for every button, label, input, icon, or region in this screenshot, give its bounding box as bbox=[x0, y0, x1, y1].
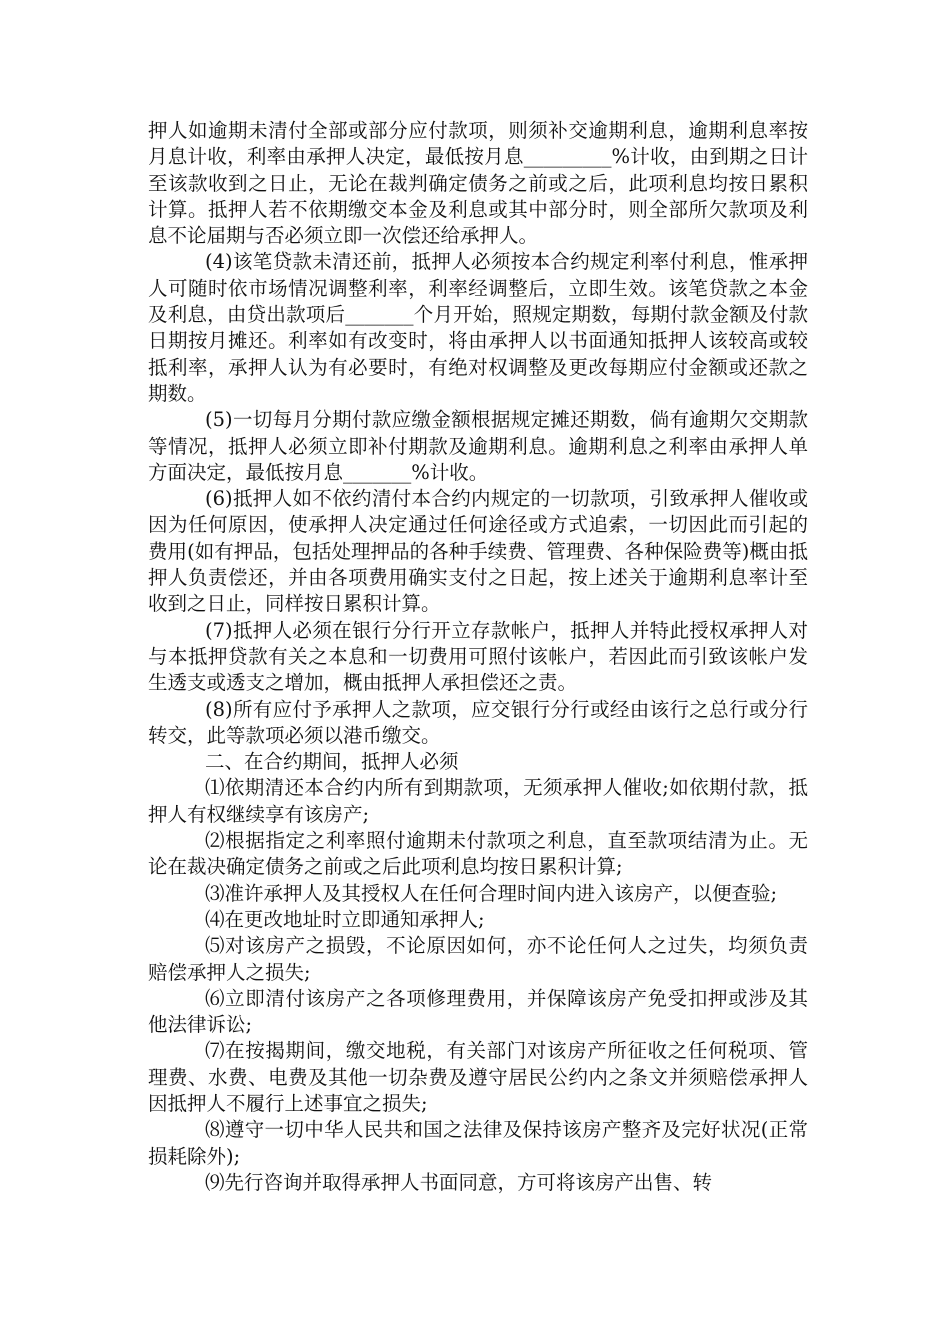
paragraph-overdue-interest: 押人如逾期未清付全部或部分应付款项，则须补交逾期利息，逾期利息率按月息计收，利率由承押人决定，最低按月息_________%计收，由到期之日计至该款收到之日止，无论在裁判确定债务之前或之后，此项利息均按日累积计算。抵押人若不依期缴交本金及利息或其中部分时，则全部所欠款项及利息不论届期与否必须立即一次偿还给承押人。 bbox=[148, 119, 808, 248]
paragraph-duty-3: ⑶准许承押人及其授权人在任何合理时间内进入该房产，以便查验; bbox=[205, 881, 778, 905]
document-page bbox=[148, 118, 808, 1196]
paragraph-duty-5: ⑸对该房产之损毁，不论原因如何，亦不论任何人之过失，均须负责赔偿承押人之损失; bbox=[148, 934, 808, 984]
paragraph-item-6: (6)抵押人如不依约清付本合约内规定的一切款项，引致承押人催收或因为任何原因，使承押人决定通过任何途径或方式追索，一切因此而引起的费用(如有押品，包括处理押品的各种手续费、管理费、各种保险费等)概由抵押人负责偿还，并由各项费用确实支付之日起，按上述关于逾期利息率计至收到之日止，同样按日累积计算。 bbox=[148, 487, 808, 616]
paragraph-item-4: (4)该笔贷款未清还前，抵押人必须按本合约规定利率付利息，惟承押人可随时依市场情况调整利率，利率经调整后，立即生效。该笔贷款之本金及利息，由贷出款项后_______个月开始，照规定期数，每期付款金额及付款日期按月摊还。利率如有改变时，将由承押人以书面通知抵押人该较高或较抵利率，承押人认为有必要时，有绝对权调整及更改每期应付金额或还款之期数。 bbox=[148, 250, 808, 405]
paragraph-duty-9: ⑼先行咨询并取得承押人书面同意，方可将该房产出售、转 bbox=[205, 1170, 713, 1194]
paragraph-duty-7: ⑺在按揭期间，缴交地税，有关部门对该房产所征收之任何税项、管理费、水费、电费及其他一切杂费及遵守居民公约内之条文并须赔偿承押人因抵押人不履行上述事宜之损失; bbox=[148, 1039, 808, 1115]
paragraph-duty-4: ⑷在更改地址时立即通知承押人; bbox=[205, 907, 485, 931]
paragraph-item-7: (7)抵押人必须在银行分行开立存款帐户，抵押人并特此授权承押人对与本抵押贷款有关之本息和一切费用可照付该帐户，若因此而引致该帐户发生透支或透支之增加，概由抵押人承担偿还之责。 bbox=[148, 618, 808, 695]
paragraph-duty-8: ⑻遵守一切中华人民共和国之法律及保持该房产整齐及完好状况(正常损耗除外); bbox=[148, 1118, 808, 1168]
paragraph-duty-6: ⑹立即清付该房产之各项修理费用，并保障该房产免受扣押或涉及其他法律诉讼; bbox=[148, 986, 808, 1037]
paragraph-duty-1: ⑴依期清还本合约内所有到期款项，无须承押人催收;如依期付款，抵押人有权继续享有该房产; bbox=[148, 776, 808, 826]
paragraph-item-8: (8)所有应付予承押人之款项，应交银行分行或经由该行之总行或分行转交，此等款项必须以港币缴交。 bbox=[148, 697, 808, 747]
paragraph-duty-2: ⑵根据指定之利率照付逾期未付款项之利息，直至款项结清为止。无论在裁决确定债务之前或之后此项利息均按日累积计算; bbox=[148, 829, 808, 879]
section-heading-2: 二、在合约期间，抵押人必须 bbox=[205, 750, 459, 774]
paragraph-item-5: (5)一切每月分期付款应缴金额根据规定摊还期数，倘有逾期欠交期款等情况，抵押人必须立即补付期款及逾期利息。逾期利息之利率由承押人单方面决定，最低按月息_______%计收。 bbox=[148, 408, 808, 484]
